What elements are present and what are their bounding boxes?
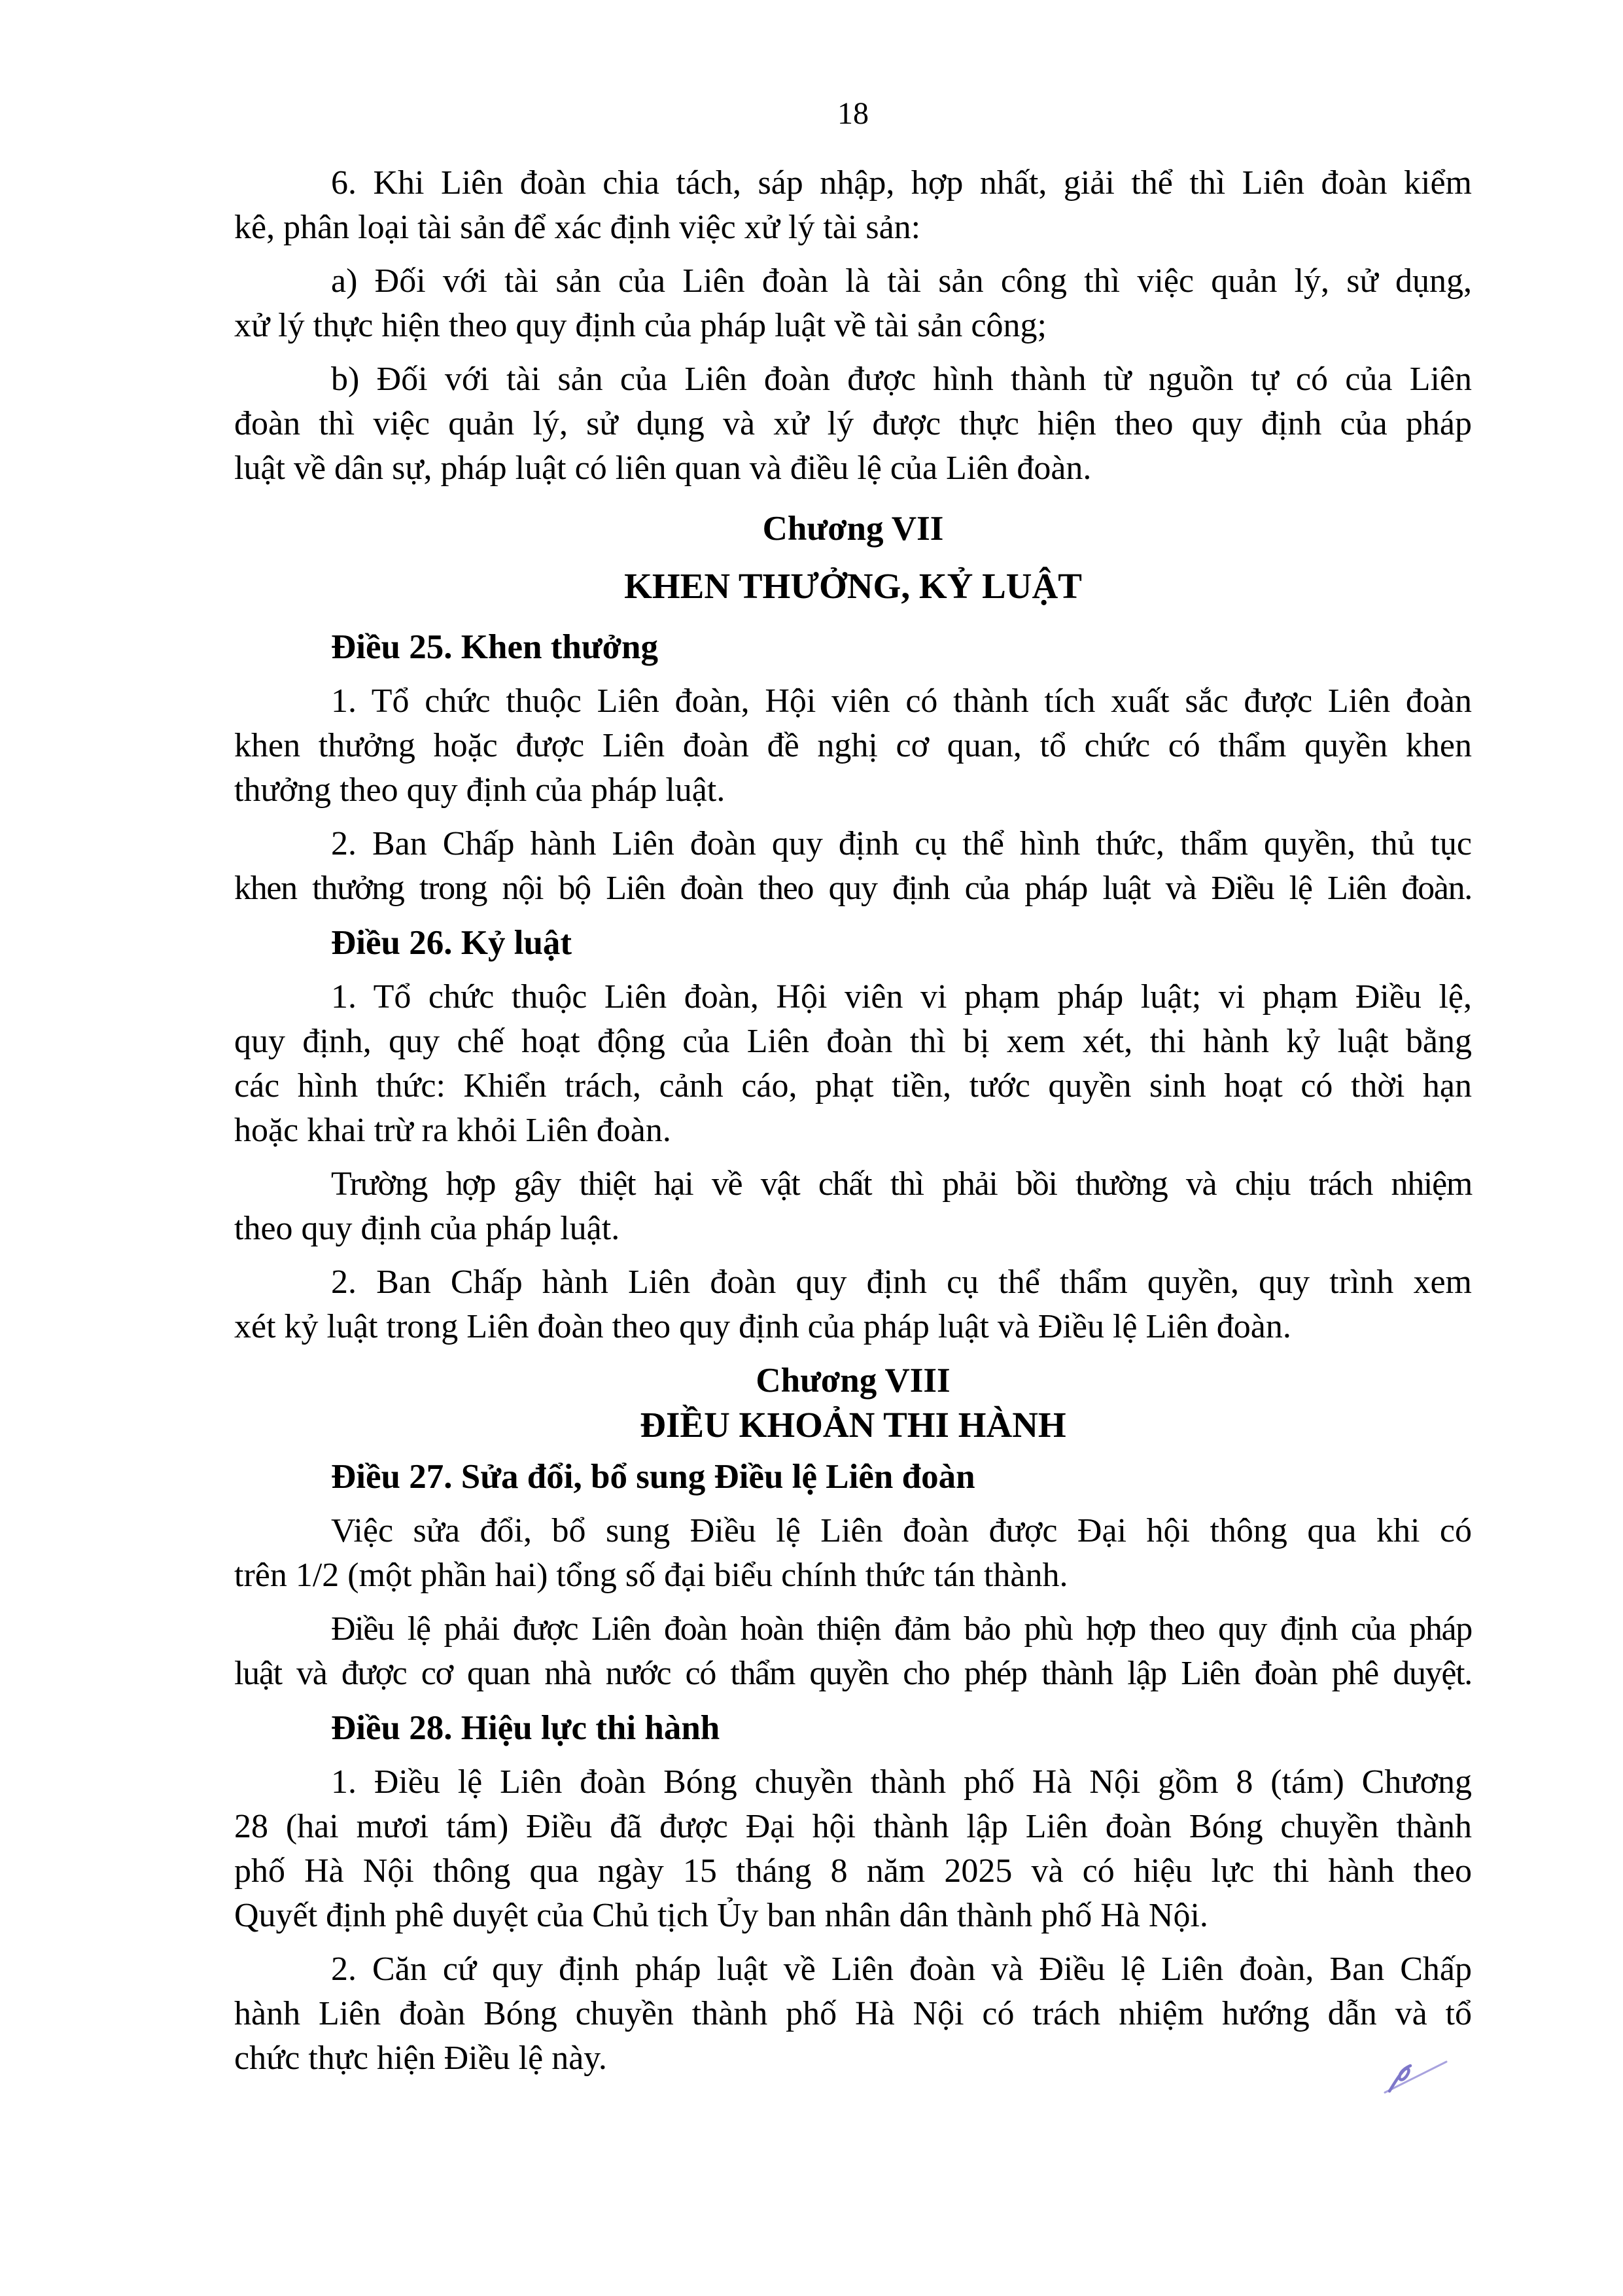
page-number: 18 (837, 96, 869, 131)
chapter-title: ĐIỀU KHOẢN THI HÀNH (640, 1405, 1066, 1445)
paragraph (234, 975, 1472, 1153)
paragraph (234, 1162, 1472, 1251)
signature-mark (1382, 2056, 1450, 2098)
paragraph (234, 1947, 1472, 2081)
text-line: luật và được cơ quan nhà nước có thẩm quyền cho phép thành lập Liên đoàn phê duyệt. (234, 1655, 1472, 1692)
signature-loop-stroke (1389, 2066, 1410, 2091)
text-line: a) Đối với tài sản của Liên đoàn là tài sản công thì việc quản lý, sử dụng, (331, 262, 1472, 300)
text-line: kê, phân loại tài sản để xác định việc xử lý tài sản: (234, 209, 921, 246)
document-body (234, 161, 1472, 2090)
article-heading: Điều 28. Hiệu lực thi hành (331, 1709, 720, 1747)
article-heading: Điều 27. Sửa đổi, bổ sung Điều lệ Liên đoàn (331, 1458, 975, 1496)
text-line: trên 1/2 (một phần hai) tổng số đại biểu chính thức tán thành. (234, 1557, 1068, 1594)
text-line: các hình thức: Khiển trách, cảnh cáo, phạt tiền, tước quyền sinh hoạt có thời hạn (234, 1067, 1472, 1104)
text-line: hoặc khai trừ ra khỏi Liên đoàn. (234, 1112, 671, 1149)
text-line: b) Đối với tài sản của Liên đoàn được hình thành từ nguồn tự có của Liên (331, 361, 1472, 398)
chapter-number: Chương VIII (756, 1362, 951, 1400)
text-line: đoàn thì việc quản lý, sử dụng và xử lý được thực hiện theo quy định của pháp (234, 405, 1472, 442)
text-line: Điều lệ phải được Liên đoàn hoàn thiện đảm bảo phù hợp theo quy định của pháp (331, 1610, 1472, 1648)
text-line: xét kỷ luật trong Liên đoàn theo quy định của pháp luật và Điều lệ Liên đoàn. (234, 1308, 1291, 1345)
text-line: khen thưởng hoặc được Liên đoàn đề nghị cơ quan, tổ chức có thẩm quyền khen (234, 727, 1472, 764)
paragraph (234, 1607, 1472, 1696)
chapter-title: KHEN THƯỞNG, KỶ LUẬT (624, 566, 1082, 606)
text-line: xử lý thực hiện theo quy định của pháp luật về tài sản công; (234, 307, 1047, 344)
paragraph (234, 679, 1472, 813)
text-line: 6. Khi Liên đoàn chia tách, sáp nhập, hợp nhất, giải thể thì Liên đoàn kiểm (331, 164, 1472, 202)
chapter-heading (234, 1358, 1472, 1447)
chapter-heading (234, 500, 1472, 615)
text-line: chức thực hiện Điều lệ này. (234, 2040, 607, 2077)
text-line: Quyết định phê duyệt của Chủ tịch Ủy ban nhân dân thành phố Hà Nội. (234, 1897, 1208, 1934)
text-line: 1. Tổ chức thuộc Liên đoàn, Hội viên vi phạm pháp luật; vi phạm Điều lệ, (331, 978, 1472, 1016)
text-line: 1. Điều lệ Liên đoàn Bóng chuyền thành phố Hà Nội gồm 8 (tám) Chương (331, 1763, 1472, 1801)
paragraph (234, 259, 1472, 348)
text-line: Việc sửa đổi, bổ sung Điều lệ Liên đoàn được Đại hội thông qua khi có (331, 1512, 1472, 1549)
signature-long-stroke (1385, 2062, 1446, 2093)
paragraph (234, 822, 1472, 911)
paragraph (234, 161, 1472, 250)
article-heading: Điều 25. Khen thưởng (331, 628, 658, 666)
text-line: 28 (hai mươi tám) Điều đã được Đại hội thành lập Liên đoàn Bóng chuyền thành (234, 1808, 1472, 1845)
paragraph (234, 357, 1472, 491)
text-line: hành Liên đoàn Bóng chuyền thành phố Hà Nội có trách nhiệm hướng dẫn và tổ (234, 1995, 1472, 2032)
paragraph (234, 1509, 1472, 1598)
article-heading: Điều 26. Kỷ luật (331, 924, 572, 962)
text-line: phố Hà Nội thông qua ngày 15 tháng 8 năm 2025 và có hiệu lực thi hành theo (234, 1852, 1472, 1890)
text-line: 2. Căn cứ quy định pháp luật về Liên đoàn và Điều lệ Liên đoàn, Ban Chấp (331, 1951, 1472, 1988)
text-line: theo quy định của pháp luật. (234, 1210, 620, 1247)
text-line: thưởng theo quy định của pháp luật. (234, 771, 725, 809)
chapter-number: Chương VII (762, 510, 944, 548)
text-line: 2. Ban Chấp hành Liên đoàn quy định cụ thể hình thức, thẩm quyền, thủ tục (331, 825, 1472, 862)
text-line: 2. Ban Chấp hành Liên đoàn quy định cụ thể thẩm quyền, quy trình xem (331, 1263, 1472, 1301)
text-line: quy định, quy chế hoạt động của Liên đoàn thì bị xem xét, thi hành kỷ luật bằng (234, 1023, 1472, 1060)
text-line: 1. Tổ chức thuộc Liên đoàn, Hội viên có thành tích xuất sắc được Liên đoàn (331, 682, 1472, 720)
text-line: khen thưởng trong nội bộ Liên đoàn theo quy định của pháp luật và Điều lệ Liên đoàn. (234, 870, 1472, 907)
text-line: Trường hợp gây thiệt hại về vật chất thì phải bồi thường và chịu trách nhiệm (331, 1165, 1472, 1203)
paragraph (234, 1760, 1472, 1938)
paragraph (234, 1260, 1472, 1349)
text-line: luật về dân sự, pháp luật có liên quan và điều lệ của Liên đoàn. (234, 450, 1092, 487)
